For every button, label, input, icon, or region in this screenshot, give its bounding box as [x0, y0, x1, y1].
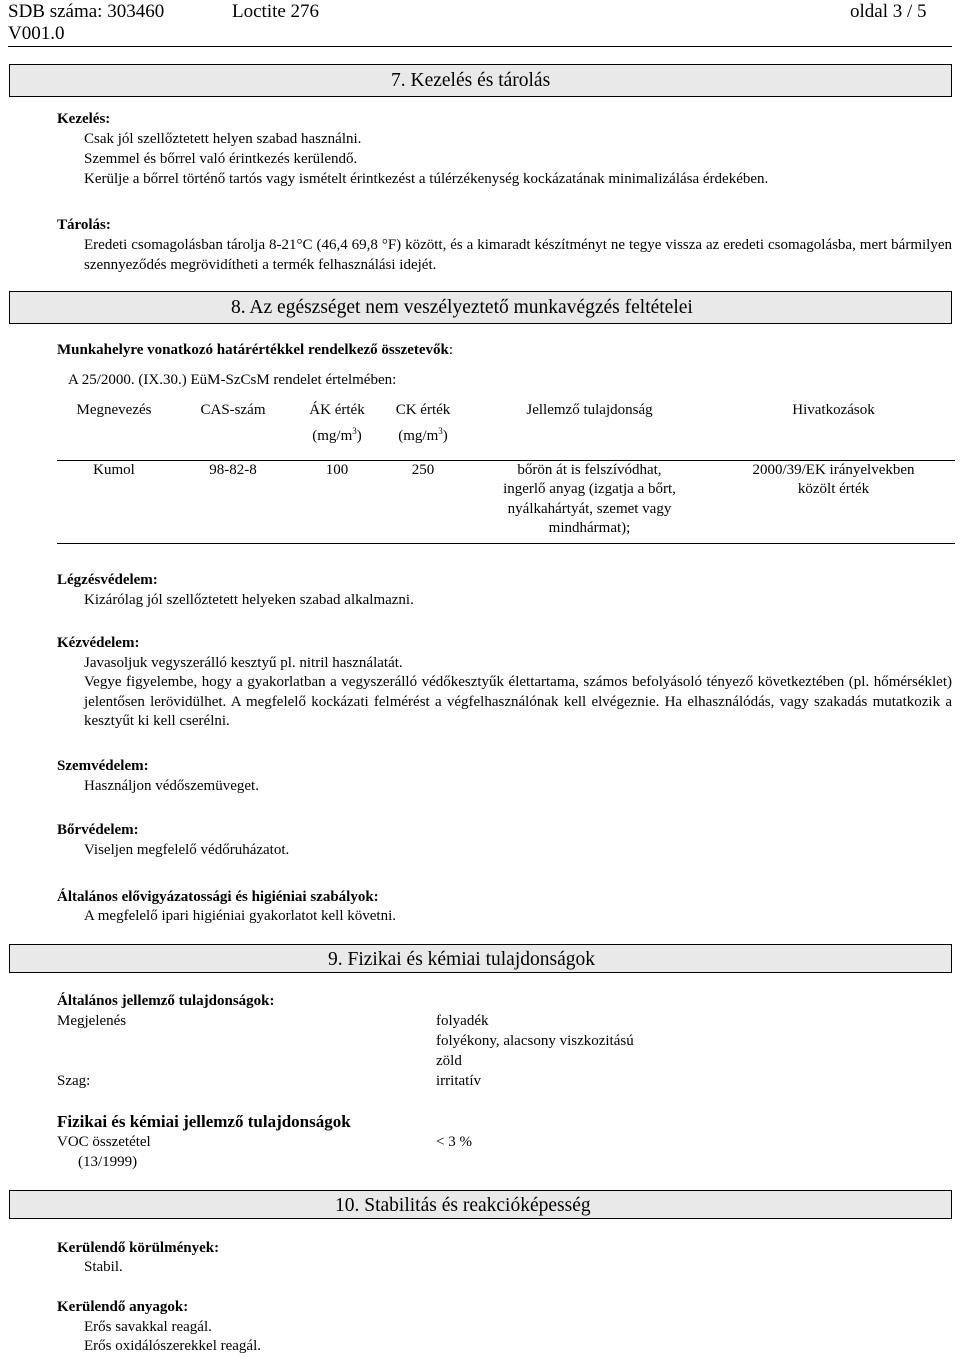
- materials-heading: Kerülendő anyagok:: [57, 1299, 189, 1315]
- product-name: Loctite 276: [232, 1, 320, 22]
- table-header-row: [57, 391, 955, 460]
- materials-line: Erős oxidálószerekkel reagál.: [84, 1338, 262, 1354]
- appearance-value: zöld: [436, 1053, 462, 1069]
- exposure-limits-table: [57, 391, 955, 544]
- cell-ck: 250: [411, 461, 435, 478]
- section-8-header: [9, 291, 952, 324]
- odor-label: Szag:: [57, 1073, 91, 1089]
- skin-heading: Bőrvédelem:: [57, 822, 139, 838]
- general-hygiene-text: A megfelelő ipari higiéniai gyakorlatot kell követni.: [84, 908, 396, 924]
- general-properties-heading: Általános jellemző tulajdonságok:: [57, 993, 275, 1009]
- section-8-title: 8. Az egészséget nem veszélyeztető munkavégzés feltételei: [231, 297, 693, 318]
- limits-heading: Munkahelyre vonatkozó határértékkel rendelkező összetevők: [57, 342, 449, 358]
- handling-line: Csak jól szellőztetett helyen szabad használni.: [84, 131, 362, 147]
- header-divider: [8, 46, 952, 47]
- hand-paragraph: Vegye figyelembe, hogy a gyakorlatban a vegyszerálló védőkesztyűk élettartama, számos befolyásoló tényező következtében (pl. hőmérséklet) jelentősen lerövidülhet. A megfelelő kockázati felmérést a végfelhasználónak kell elvégeznie. Ha elhasználódás, vagy szakadás mutatkozik a kesztyűt ki kell cserélni.: [84, 674, 952, 729]
- cell-ak: 100: [325, 461, 349, 478]
- conditions-text: Stabil.: [84, 1259, 123, 1275]
- sdb-number: SDB száma: 303460: [8, 1, 165, 22]
- th-ak-unit: $(mg/m^3)$: [312, 425, 362, 444]
- storage-heading: Tárolás:: [57, 217, 111, 233]
- skin-text: Viseljen megfelelő védőruházatot.: [84, 842, 290, 858]
- handling-line: Szemmel és bőrrel való érintkezés kerülendő.: [84, 151, 358, 167]
- section-9-title: 9. Fizikai és kémiai tulajdonságok: [328, 949, 595, 970]
- th-cas: CAS-szám: [200, 402, 266, 418]
- section-7-header: [9, 64, 952, 97]
- th-ak-label: ÁK érték: [309, 402, 365, 418]
- limits-heading-line: [57, 341, 453, 361]
- general-hygiene-heading: Általános elővigyázatossági és higiéniai szabályok:: [57, 889, 379, 905]
- odor-value: irritatív: [436, 1073, 481, 1089]
- handling-heading: Kezelés:: [57, 111, 111, 127]
- materials-line: Erős savakkal reagál.: [84, 1319, 212, 1335]
- eye-heading: Szemvédelem:: [57, 758, 149, 774]
- appearance-value: folyadék: [436, 1013, 489, 1029]
- respiratory-heading: Légzésvédelem:: [57, 572, 158, 588]
- voc-sub: (13/1999): [78, 1154, 138, 1170]
- conditions-heading: Kerülendő körülmények:: [57, 1240, 220, 1256]
- eye-text: Használjon védőszemüveget.: [84, 778, 259, 794]
- storage-text: Eredeti csomagolásban tárolja 8-21°C (46,4 69,8 °F) között, és a kimaradt készítményt ne tegye vissza az eredeti csomagolásba, mert bármilyen szennyeződés megrövidítheti a termék felhasználási idejét.: [84, 237, 952, 273]
- th-ck: [379, 391, 467, 460]
- section-7-title: 7. Kezelés és tárolás: [391, 70, 551, 91]
- cell-cas: 98-82-8: [209, 461, 257, 478]
- voc-label: VOC összetétel: [57, 1134, 151, 1150]
- appearance-label: Megjelenés: [57, 1013, 127, 1029]
- th-property: Jellemző tulajdonság: [526, 402, 653, 418]
- version: V001.0: [8, 23, 65, 44]
- th-ak: [295, 391, 379, 460]
- handling-line: Kerülje a bőrrel történő tartós vagy ismételt érintkezést a túlérzékenység kockázatának minimalizálása érdekében.: [84, 171, 769, 187]
- th-references: Hivatkozások: [792, 402, 875, 418]
- cell-name: Kumol: [93, 461, 135, 478]
- hand-heading: Kézvédelem:: [57, 635, 140, 651]
- decree-text: A 25/2000. (IX.30.) EüM-SzCsM rendelet értelmében:: [68, 372, 397, 388]
- respiratory-text: Kizárólag jól szellőztetett helyeken szabad alkalmazni.: [84, 592, 414, 608]
- cell-property: bőrön át is felszívódhat, ingerlő anyag (izgatja a bőrt, nyálkahártyát, szemet vagy mindhármat);: [503, 461, 676, 536]
- section-9-header: [9, 944, 952, 973]
- appearance-value: folyékony, alacsony viszkozitású: [436, 1033, 634, 1049]
- section-10-header: [9, 1190, 952, 1219]
- voc-value: < 3 %: [436, 1134, 472, 1150]
- cell-reference: 2000/39/EK irányelvekben közölt érték: [752, 461, 915, 497]
- th-ck-label: CK érték: [395, 402, 451, 418]
- hand-line: Javasoljuk vegyszerálló kesztyű pl. nitril használatát.: [84, 655, 403, 671]
- section-10-title: 10. Stabilitás és reakcióképesség: [335, 1195, 591, 1216]
- limits-colon: :: [448, 342, 454, 358]
- table-row: [57, 460, 955, 543]
- page-number: oldal 3 / 5: [850, 1, 927, 22]
- th-name: Megnevezés: [76, 402, 152, 418]
- physchem-heading: Fizikai és kémiai jellemző tulajdonságok: [57, 1112, 351, 1131]
- th-ck-unit: $(mg/m^3)$: [398, 425, 448, 444]
